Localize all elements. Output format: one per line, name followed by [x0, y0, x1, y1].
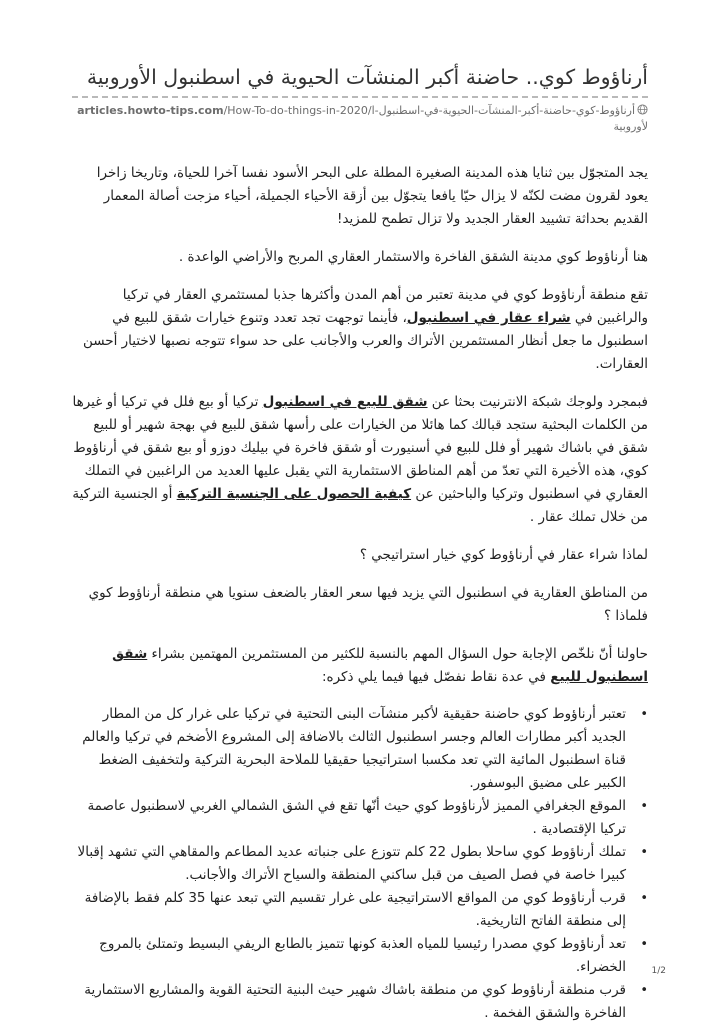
region-paragraph — [72, 284, 648, 376]
region-text-1: تقع منطقة أرناؤوط كوي في مدينة تعتبر من أهم المدن وأكثرها جذبا لمستثمري العقار في تركيا والراغبين في — [122, 287, 648, 326]
source-link[interactable] — [77, 104, 648, 133]
intro-paragraph: يجد المتجوّل بين ثنايا هذه المدينة الصغيرة المطلة على البحر الأسود نفسا آخرا للحياة، وتاريخا زاخرا يعود لقرون مضت لكنّه لا يزال حيّا يافعا يتجوّل بين أزقة الأحياء الجميلة، أحياء مزجت أصالة المعمار القديم بحداثة تشييد العقار الجديد ولا تزال تطمح للمزيد! — [96, 165, 648, 227]
globe-icon — [637, 104, 648, 115]
istanbul-apartments-link[interactable]: شقق اسطنبول للبيع — [112, 646, 648, 685]
why-heading: لماذا شراء عقار في أرناؤوط كوي خيار استراتيجي ؟ — [359, 547, 648, 563]
search-paragraph — [72, 391, 648, 529]
citizenship-link[interactable]: كيفية الحصول على الجنسية التركية — [176, 486, 412, 502]
article-body — [72, 162, 648, 1025]
search-text-2: تركيا أو بيع فلل في تركيا أو غيرها من الكلمات البحثية ستجد قبالك كما هائلا من الخيارات على رأسها شقق للبيع في بهجة شهير أو للبيع شقق في باشاك شهير أو فلل للبيع في أسنيورت أو شقق فاخرة في بيليك دوزو أو بيع شقق في أرناؤوط كوي، هذه الأخيرة التي تعدّ من أهم المناطق الاستثمارية التي يقبل عليها العديد من الراغبين في التملك العقاري في اسطنبول وتركيا والباحثين عن — [72, 394, 648, 502]
search-text-3: أو الجنسية التركية من خلال تملك عقار . — [72, 486, 648, 525]
page-title: أرناؤوط كوي.. حاضنة أكبر المنشآت الحيوية في اسطنبول الأوروبية — [72, 62, 648, 98]
list-item: • تعد أرناؤوط كوي مصدرا رئيسيا للمياه العذبة كونها تتميز بالطابع الريفي البسيط وتمتلئ بالمروج الخضراء. — [72, 933, 626, 979]
source-domain: articles.howto-tips.com — [77, 104, 224, 117]
list-item: • قرب أرناؤوط كوي من المواقع الاستراتيجية على غرار تقسيم التي تبعد عنها 35 كلم فقط بالإضافة إلى منطقة الفاتح التاريخية. — [72, 887, 626, 933]
region-text-2: ، فأينما توجهت تجد تعدد وتنوع خيارات شقق للبيع في اسطنبول ما جعل أنظار المستثمرين الأتراك والعرب والأجانب على حد سواء تتوجه نصبها لاختيار أحسن العقارات. — [82, 310, 648, 372]
reasons-list — [72, 703, 648, 1025]
answer-paragraph — [72, 643, 648, 689]
source-path: /How-To-do-things-in-2020/أرناؤوط-كوي-حاضنة-أكبر-المنشآت-الحيوية-في-اسطنبول-الأوروبية — [223, 104, 648, 133]
source-url[interactable] — [72, 103, 648, 135]
here-paragraph: هنا أرناؤوط كوي مدينة الشقق الفاخرة والاستثمار العقاري المربح والأراضي الواعدة . — [178, 249, 648, 265]
list-item: • الموقع الجغرافي المميز لأرناؤوط كوي حيث أنّها تقع في الشق الشمالي الغربي لاسطنبول عاصمة تركيا الإقتصادية . — [72, 795, 626, 841]
list-item: • تعتبر أرناؤوط كوي حاضنة حقيقية لأكبر منشآت البنى التحتية في تركيا على غرار كل من المطار الجديد أكبر مطارات العالم وجسر اسطنبول الثالث بالاضافة إلى المشروع الأضخم في تركيا والعالم قناة اسطنبول المائية التي تعد مكسبا استراتيجيا حقيقيا للملاحة البحرية التركية ولتخفيف الضغط الكبير على مضيق البوسفور. — [72, 703, 626, 795]
buy-property-link[interactable]: شراء عقار في اسطنبول — [406, 310, 571, 326]
apartments-for-sale-link[interactable]: شقق للبيع في اسطنبول — [262, 394, 428, 410]
search-text-1: فبمجرد ولوجك شبكة الانترنيت بحثا عن — [427, 394, 648, 410]
question-paragraph: من المناطق العقارية في اسطنبول التي يزيد فيها سعر العقار بالضعف سنويا هي منطقة أرناؤوط كوي فلماذا ؟ — [88, 585, 648, 624]
page-number: 1/2 — [651, 966, 666, 976]
list-item: • قرب منطقة أرناؤوط كوي من منطقة باشاك شهير حيث البنية التحتية القوية والمشاريع الاستثمارية الفاخرة والشقق الفخمة . — [72, 979, 626, 1025]
list-item: • تملك أرناؤوط كوي ساحلا بطول 22 كلم تتوزع على جنباته عديد المطاعم والمقاهي التي تشهد إقبالا كبيرا خاصة في فصل الصيف من قبل ساكني المنطقة والسياح الأتراك والأجانب. — [72, 841, 626, 887]
answer-text-2: في عدة نقاط نفصّل فيها فيما يلي ذكره: — [321, 669, 551, 685]
answer-text-1: حاولنا أنّ نلخّص الإجابة حول السؤال المهم بالنسبة للكثير من المستثمرين المهتمين بشراء — [147, 646, 648, 662]
